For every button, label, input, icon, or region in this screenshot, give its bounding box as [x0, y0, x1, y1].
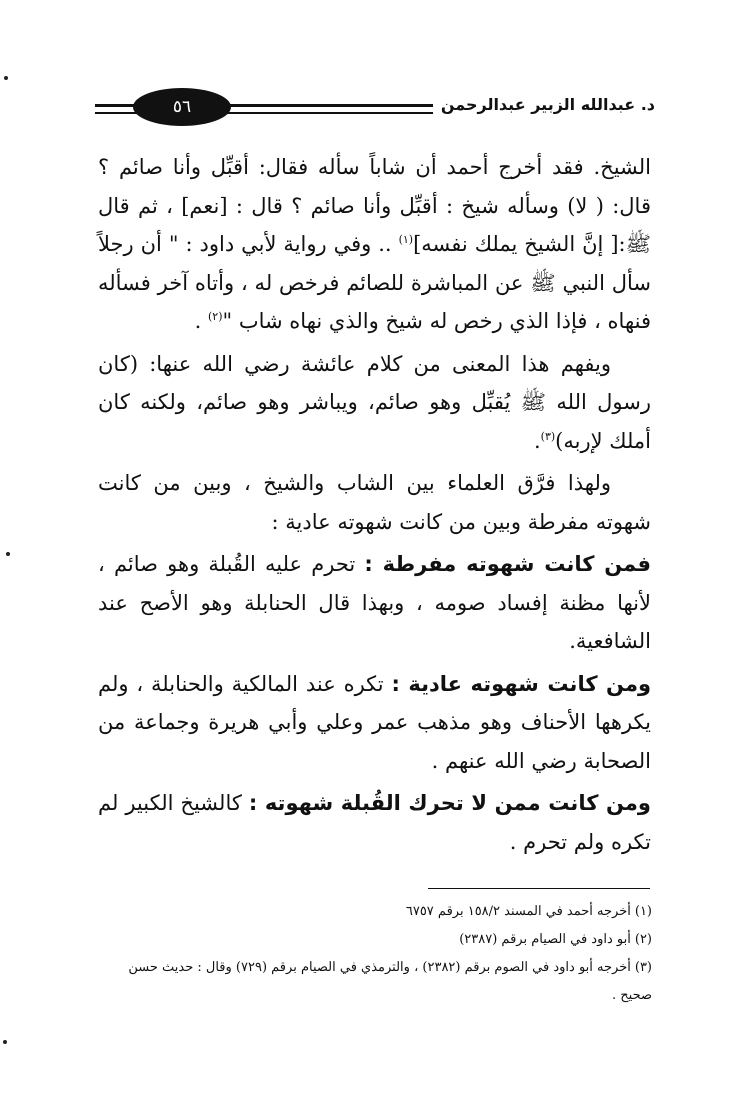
paragraph-5: ومن كانت شهوته عادية : تكره عند المالكية والحنابلة ، ولم يكرهها الأحناف وهو مذهب عمر وعلي وأبي هريرة وجماعة من الصحابة رضي الله عنهم .	[98, 671, 651, 773]
paragraph-4: فمن كانت شهوته مفرطة : تحرم عليه القُبلة وهو صائم ، لأنها مظنة إفساد صومه ، وبهذا قال الحنابلة وهو الأصح عند الشافعية.	[98, 552, 651, 653]
footnote-ref-1: (١)	[398, 233, 414, 246]
footnotes	[110, 898, 652, 1010]
footnote-ref-3: (٣)	[540, 429, 556, 443]
footnote-1: (١)أخرجه أحمد في المسند ١٥٨/٢ برقم ٦٧٥٧	[405, 904, 652, 919]
ruling-heading-normal: ومن كانت شهوته عادية :	[391, 671, 651, 696]
paragraph-6: ومن كانت ممن لا تحرك القُبلة شهوته : كالشيخ الكبير لم تكره ولم تحرم .	[98, 791, 651, 854]
paragraph-2: ويفهم هذا المعنى من كلام عائشة رضي الله عنها: (كان رسول الله ﷺ يُقبِّل وهو صائم، ويباشر وهو صائم، ولكنه كان أملك لإربه)$^{(٣)}$.	[98, 351, 651, 453]
footnote-ref-2: (٢)	[208, 310, 223, 323]
footnote-3: (٣)أخرجه أبو داود في الصوم برقم (٢٣٨٢) ، والترمذي في الصيام برقم (٧٢٩) وقال : حديث حسن صحيح .	[128, 960, 652, 1003]
page-header	[95, 90, 655, 134]
scan-speck	[6, 552, 10, 556]
scan-speck	[3, 1040, 7, 1044]
scan-speck	[4, 76, 8, 80]
footnote-separator	[428, 888, 650, 889]
paragraph-3: ولهذا فرَّق العلماء بين الشاب والشيخ ، وبين من كانت شهوته مفرطة وبين من كانت شهوته عادية :	[98, 471, 651, 534]
paragraph-1: الشيخ. فقد أخرج أحمد أن شاباً سأله فقال: أقبِّل وأنا صائم ؟ قال: ( لا) وسأله شيخ : أقبِّل وأنا صائم ؟ قال : [نعم] ، ثم قال ﷺ:[ إنَّ الشيخ يملك نفسه]$^{(١)}$ .. وفي رواية لأبي داود : " أن رجلاً سأل النبي ﷺ عن المباشرة للصائم فرخص له ، وأتاه آخر فسأله فنهاه ، فإذا الذي رخص له شيخ والذي نهاه شاب "$^{(٢)}$ .	[98, 155, 651, 333]
ruling-heading-excessive: فمن كانت شهوته مفرطة :	[364, 552, 651, 576]
body-text	[98, 148, 651, 861]
ruling-heading-none: ومن كانت ممن لا تحرك القُبلة شهوته :	[248, 791, 651, 815]
running-title: د. عبدالله الزبير عبدالرحمن	[433, 90, 655, 120]
footnote-2: (٢)أبو داود في الصيام برقم (٢٣٨٧)	[459, 932, 652, 947]
page-number: ٥٦	[133, 88, 231, 126]
